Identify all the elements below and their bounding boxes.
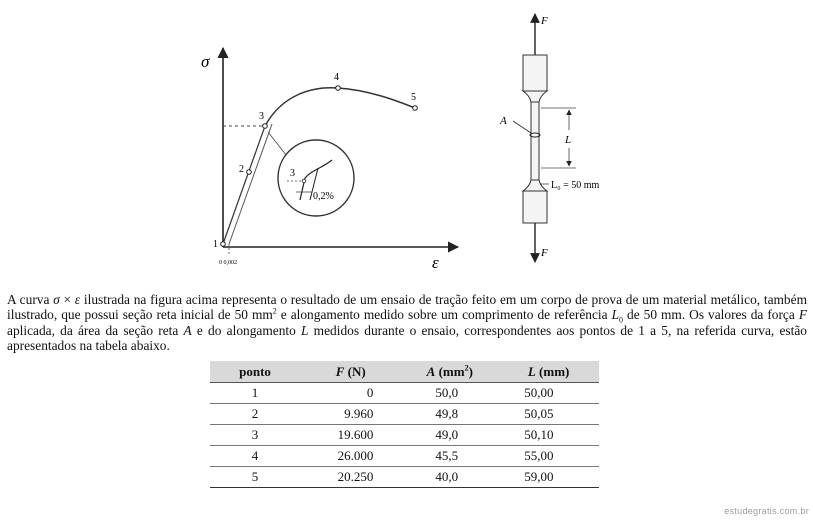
superscript: 2 bbox=[272, 306, 277, 316]
superscript: 2 bbox=[464, 363, 469, 373]
point-label-2: 2 bbox=[239, 164, 244, 175]
point-1 bbox=[221, 242, 226, 247]
point-label-4: 4 bbox=[334, 72, 339, 83]
l-symbol: L bbox=[527, 363, 536, 379]
table-row bbox=[210, 383, 599, 404]
f-symbol: F bbox=[335, 363, 345, 379]
area-label: A bbox=[500, 115, 507, 127]
paragraph-text: e do alongamento bbox=[191, 322, 302, 338]
specimen-bottom-shoulder bbox=[523, 180, 547, 191]
inset-point bbox=[302, 179, 306, 183]
times-symbol: × bbox=[59, 292, 75, 307]
point-label-1: 1 bbox=[213, 239, 218, 250]
specimen-top-grip bbox=[523, 55, 547, 91]
table-row bbox=[210, 446, 599, 467]
force-label-top: F bbox=[541, 15, 548, 27]
elastic-line bbox=[223, 126, 265, 244]
header-force bbox=[300, 361, 401, 383]
cell-area: 40,0 bbox=[401, 467, 498, 488]
point-3 bbox=[263, 124, 268, 129]
header-length bbox=[498, 361, 599, 383]
paragraph-text: ilustrada na figura acima representa o resultado de um ensaio de tração feito em um corpo de prova de um material metálico, também ilustrado, que possui seção reta inicial de 50 mm bbox=[7, 292, 807, 323]
stress-strain-curve bbox=[265, 88, 415, 126]
paragraph-text: aplicada, da área da seção reta bbox=[7, 322, 184, 338]
epsilon-symbol: ε bbox=[74, 292, 81, 307]
unit: (mm) bbox=[535, 363, 570, 379]
cell-area: 49,8 bbox=[401, 404, 498, 425]
force-label-bottom: F bbox=[541, 247, 548, 259]
cell-ponto: 2 bbox=[210, 404, 300, 425]
l-symbol: L bbox=[611, 307, 620, 323]
inset-offset-label: 0,2% bbox=[313, 191, 334, 202]
a-symbol: A bbox=[183, 322, 192, 338]
cell-area: 50,0 bbox=[401, 383, 498, 404]
unit: (N) bbox=[344, 363, 366, 379]
point-label-5: 5 bbox=[411, 92, 416, 103]
header-area bbox=[401, 361, 498, 383]
f-symbol: F bbox=[798, 307, 807, 323]
table-row bbox=[210, 404, 599, 425]
area-leader bbox=[513, 121, 531, 133]
cell-length: 55,00 bbox=[498, 446, 599, 467]
cell-force: 20.250 bbox=[300, 467, 401, 488]
cell-area: 45,5 bbox=[401, 446, 498, 467]
watermark: estudegratis.com.br bbox=[724, 506, 809, 516]
paragraph-text: A curva bbox=[7, 292, 54, 307]
cell-force: 26.000 bbox=[300, 446, 401, 467]
table-header-row bbox=[210, 361, 599, 383]
cell-length: 50,10 bbox=[498, 425, 599, 446]
cell-force: 19.600 bbox=[300, 425, 401, 446]
cell-ponto: 4 bbox=[210, 446, 300, 467]
specimen-diagram bbox=[499, 14, 600, 262]
cell-length: 59,00 bbox=[498, 467, 599, 488]
cell-ponto: 5 bbox=[210, 467, 300, 488]
a-symbol: A bbox=[426, 363, 436, 379]
data-table bbox=[210, 361, 599, 488]
paragraph-text: medidos durante o ensaio, correspondentes aos pontos de 1 a 5, na referida curva, estão apresentados na tabela abaixo. bbox=[7, 322, 807, 354]
header-ponto: ponto bbox=[210, 361, 300, 383]
paragraph-text: de 50 mm. Os valores da força bbox=[623, 307, 799, 323]
cell-ponto: 1 bbox=[210, 383, 300, 404]
point-label-3: 3 bbox=[259, 111, 264, 122]
sigma-symbol: σ bbox=[53, 292, 60, 307]
specimen-top-shoulder bbox=[523, 91, 547, 102]
problem-paragraph bbox=[7, 292, 807, 354]
cell-length: 50,05 bbox=[498, 404, 599, 425]
cell-force: 0 bbox=[300, 383, 401, 404]
specimen-gauge-section bbox=[531, 102, 539, 180]
point-2 bbox=[247, 170, 252, 175]
length-label: L bbox=[565, 134, 572, 146]
point-5 bbox=[413, 106, 418, 111]
l-symbol: L bbox=[301, 322, 309, 338]
unit: ) bbox=[468, 363, 473, 379]
cell-area: 49,0 bbox=[401, 425, 498, 446]
cell-ponto: 3 bbox=[210, 425, 300, 446]
point-4 bbox=[336, 86, 341, 91]
offset-line bbox=[229, 124, 272, 244]
x-axis-label: ε bbox=[432, 253, 439, 272]
paragraph-text: e alongamento medido sobre um comprimento de referência bbox=[276, 307, 612, 323]
inset-point-label: 3 bbox=[290, 168, 295, 179]
table-row bbox=[210, 467, 599, 488]
specimen-bottom-grip bbox=[523, 191, 547, 223]
unit: (mm bbox=[435, 363, 465, 379]
stress-strain-graph bbox=[201, 48, 458, 272]
cell-force: 9.960 bbox=[300, 404, 401, 425]
origin-tick-labels: 0 0,002 bbox=[219, 260, 237, 266]
y-axis-label: σ bbox=[201, 52, 210, 71]
gauge-length-label: L₀ = 50 mm bbox=[551, 180, 600, 191]
subscript: 0 bbox=[619, 316, 624, 326]
cell-length: 50,00 bbox=[498, 383, 599, 404]
table-row bbox=[210, 425, 599, 446]
